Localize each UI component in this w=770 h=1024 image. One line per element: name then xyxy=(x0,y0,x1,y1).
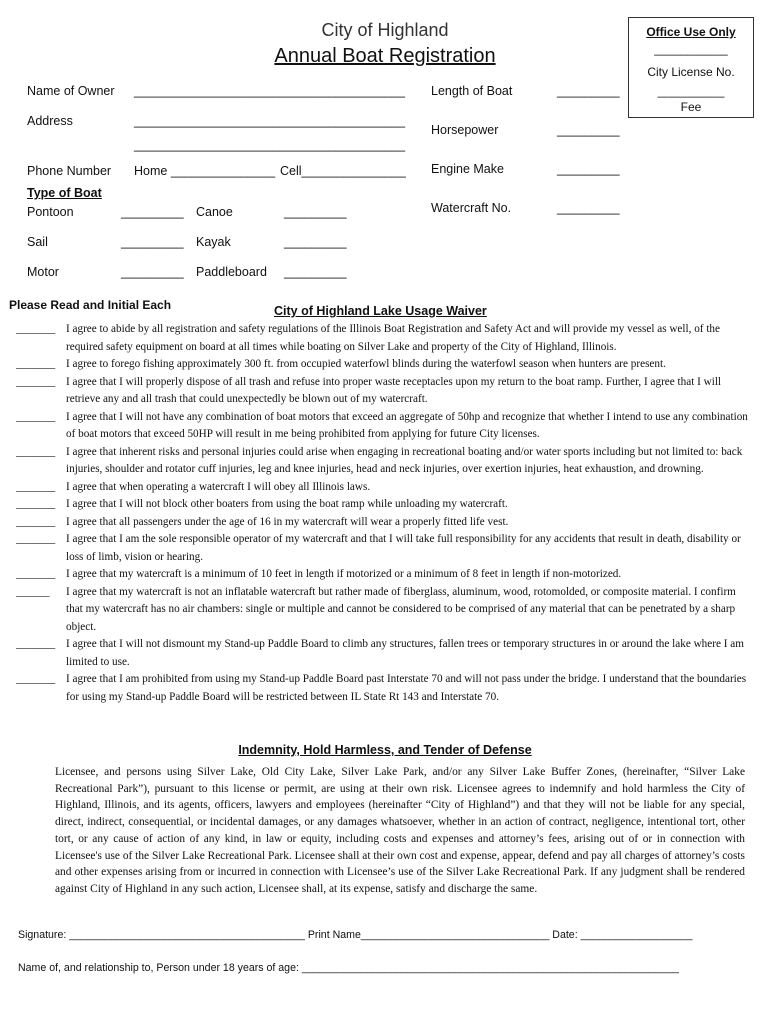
waiver-item xyxy=(16,374,751,409)
kayak-field[interactable]: _________ xyxy=(284,235,347,249)
initial-blank[interactable]: _______ xyxy=(16,498,56,510)
address-label: Address xyxy=(27,114,73,128)
fee-label: Fee xyxy=(680,100,702,114)
waiver-item xyxy=(16,444,751,479)
office-use-box xyxy=(628,17,754,118)
waiver-text: I agree that when operating a watercraft I will obey all Illinois laws. xyxy=(66,480,371,493)
kayak-label: Kayak xyxy=(196,235,231,249)
initial-blank[interactable]: _______ xyxy=(16,568,56,580)
waiver-text: I agree that I am prohibited from using my Stand-up Paddle Board past Interstate 70 and will not pass under the bridge. I understand that the boundaries for using my Stand-up Paddle Board will be restricted between IL State Rt 143 and Interstate 70. xyxy=(66,673,747,703)
waiver-item xyxy=(16,671,751,706)
office-use-title: Office Use Only xyxy=(646,25,736,39)
waiver-item xyxy=(16,479,751,497)
initial-blank[interactable]: _______ xyxy=(16,323,56,335)
initial-blank[interactable]: _______ xyxy=(16,480,56,493)
owner-name-field[interactable]: _______________________________________ xyxy=(134,84,406,98)
city-license-label: City License No. xyxy=(647,65,735,79)
motor-field[interactable]: _________ xyxy=(121,265,184,279)
initial-blank[interactable]: _______ xyxy=(16,638,56,650)
pontoon-field[interactable]: _________ xyxy=(121,205,184,219)
minor-name-line[interactable]: Name of, and relationship to, Person under 18 years of age: ________________________________________________________________ xyxy=(18,962,679,974)
paddleboard-field[interactable]: _________ xyxy=(284,265,347,279)
initial-blank[interactable]: _______ xyxy=(16,445,56,458)
read-initial-note: Please Read and Initial Each xyxy=(9,298,172,312)
sail-label: Sail xyxy=(27,235,48,249)
waiver-text: I agree that inherent risks and personal injuries could arise when engaging in recreational boating and/or water sports including but not limited to: back injuries, shoulder and rotator cuff injuries, leg and knee injuries, head and neck injuries, over exertion injuries, heat exhaustion, and drowning. xyxy=(66,445,743,475)
form-title: Annual Boat Registration xyxy=(274,45,496,67)
horsepower-label: Horsepower xyxy=(431,123,499,137)
initial-blank[interactable]: _______ xyxy=(16,533,56,545)
waiver-text: I agree that I will not dismount my Stand-up Paddle Board to climb any structures, fallen trees or temporary structures in or around the lake where I am limited to use. xyxy=(66,638,744,668)
waiver-item xyxy=(16,409,751,444)
initial-blank[interactable]: ______ xyxy=(16,585,50,598)
initial-blank[interactable]: _______ xyxy=(16,410,56,423)
waiver-item xyxy=(16,531,751,566)
waiver-title: City of Highland Lake Usage Waiver xyxy=(274,304,487,318)
waiver-list xyxy=(16,321,751,706)
paddleboard-label: Paddleboard xyxy=(196,265,267,279)
initial-blank[interactable]: _______ xyxy=(16,515,56,528)
length-field[interactable]: _________ xyxy=(557,84,620,98)
watercraft-no-label: Watercraft No. xyxy=(431,201,512,215)
waiver-item xyxy=(16,566,751,584)
initial-blank[interactable]: _______ xyxy=(16,673,56,685)
owner-name-label: Name of Owner xyxy=(27,84,115,98)
pontoon-label: Pontoon xyxy=(27,205,74,219)
waiver-item xyxy=(16,514,751,532)
waiver-text: I agree to abide by all registration and safety regulations of the Illinois Boat Registration and Safety Act and will provide my vessel as well, of the required safety equipment on board at all times while boating on Silver Lake and property of the City of Highland, Illinois. xyxy=(66,323,720,353)
waiver-text: I agree that I will properly dispose of all trash and refuse into proper waste receptacles upon my return to the boat ramp. Further, I agree that I will retrieve any and all trash that could unexpectedly be blown out of my watercraft. xyxy=(66,375,722,405)
waiver-text: I agree to forego fishing approximately 300 ft. from occupied waterfowl blinds during the waterfowl season when hunters are present. xyxy=(66,358,666,370)
initial-blank[interactable]: _______ xyxy=(16,358,56,370)
waiver-item xyxy=(16,356,751,374)
waiver-text: I agree that I will not block other boaters from using the boat ramp while unloading my watercraft. xyxy=(66,498,508,510)
address-field-1[interactable]: _______________________________________ xyxy=(134,114,406,128)
type-of-boat-heading: Type of Boat xyxy=(27,186,102,200)
waiver-item xyxy=(16,496,751,514)
initial-blank[interactable]: _______ xyxy=(16,375,56,388)
motor-label: Motor xyxy=(27,265,59,279)
canoe-field[interactable]: _________ xyxy=(284,205,347,219)
engine-make-label: Engine Make xyxy=(431,162,504,176)
waiver-text: I agree that I am the sole responsible operator of my watercraft and that I will take full responsibility for any accidents that result in death, disability or loss of limb, vision or hearing. xyxy=(66,533,741,563)
waiver-item xyxy=(16,636,751,671)
address-field-2[interactable]: _______________________________________ xyxy=(134,138,406,152)
office-blank-2: __________ xyxy=(657,84,725,98)
canoe-label: Canoe xyxy=(196,205,233,219)
sail-field[interactable]: _________ xyxy=(121,235,184,249)
waiver-item xyxy=(16,584,751,637)
cell-phone-field[interactable]: Cell_______________ xyxy=(280,164,406,178)
waiver-item xyxy=(16,321,751,356)
length-label: Length of Boat xyxy=(431,84,513,98)
indemnity-text: Licensee, and persons using Silver Lake, Old City Lake, Silver Lake Park, and/or any Silver Lake Buffer Zones, (hereinafter, “Silver Lake Recreational Park”), pursuant to this license or permit, are using at their own risk. Licensee agrees to indemnify and hold harmless the City of Highland, Illinois, and its agents, officers, lawyers and employees (hereinafter “City of Highland”) and that they will not be liable for any special, direct, indirect, consequential, or incidental damages, or any damages whatsoever, whether in an action of contract, negligence, intentional tort, other tort, or any cause of action of any kind, in law or equity, including costs and expenses and attorney’s fees, arising out of or in connection with Licensee's use of the Silver Lake Recreational Park. Licensee shall at their own cost and expense, appear, defend and pay all charges of attorney’s costs and other expenses arising from or incurred in connection with Licensee’s use of the Silver Lake Recreational Park. If any judgment shall be rendered against City of Highland in any such action, Licensee shall, at its expense, satisfy and discharge the same. xyxy=(55,766,745,895)
home-phone-field[interactable]: Home _______________ xyxy=(134,164,276,178)
signature-line[interactable]: Signature: ________________________________________ Print Name________________________________ Date: ___________________ xyxy=(18,929,693,941)
indemnity-title: Indemnity, Hold Harmless, and Tender of Defense xyxy=(238,743,532,757)
engine-make-field[interactable]: _________ xyxy=(557,162,620,176)
watercraft-no-field[interactable]: _________ xyxy=(557,201,620,215)
city-name: City of Highland xyxy=(321,20,449,40)
horsepower-field[interactable]: _________ xyxy=(557,123,620,137)
waiver-text: I agree that my watercraft is a minimum of 10 feet in length if motorized or a minimum of 8 feet in length if non-motorized. xyxy=(66,568,622,580)
waiver-text: I agree that all passengers under the age of 16 in my watercraft will wear a properly fitted life vest. xyxy=(66,515,509,528)
waiver-text: I agree that my watercraft is not an inflatable watercraft but rather made of fiberglass, aluminum, wood, rotomolded, or composite material. I confirm that my watercraft has no air chambers: single or multiple and cannot be considered to be comprised of any material that can be penetrated by a sharp object. xyxy=(66,585,736,633)
phone-label: Phone Number xyxy=(27,164,112,178)
waiver-text: I agree that I will not have any combination of boat motors that exceed an aggregate of 50hp and recognize that whether I intend to use any combination of boat motors that exceed 50HP will result in me being prohibited from applying for future City licenses. xyxy=(66,410,748,440)
office-blank-1: ___________ xyxy=(654,42,728,56)
